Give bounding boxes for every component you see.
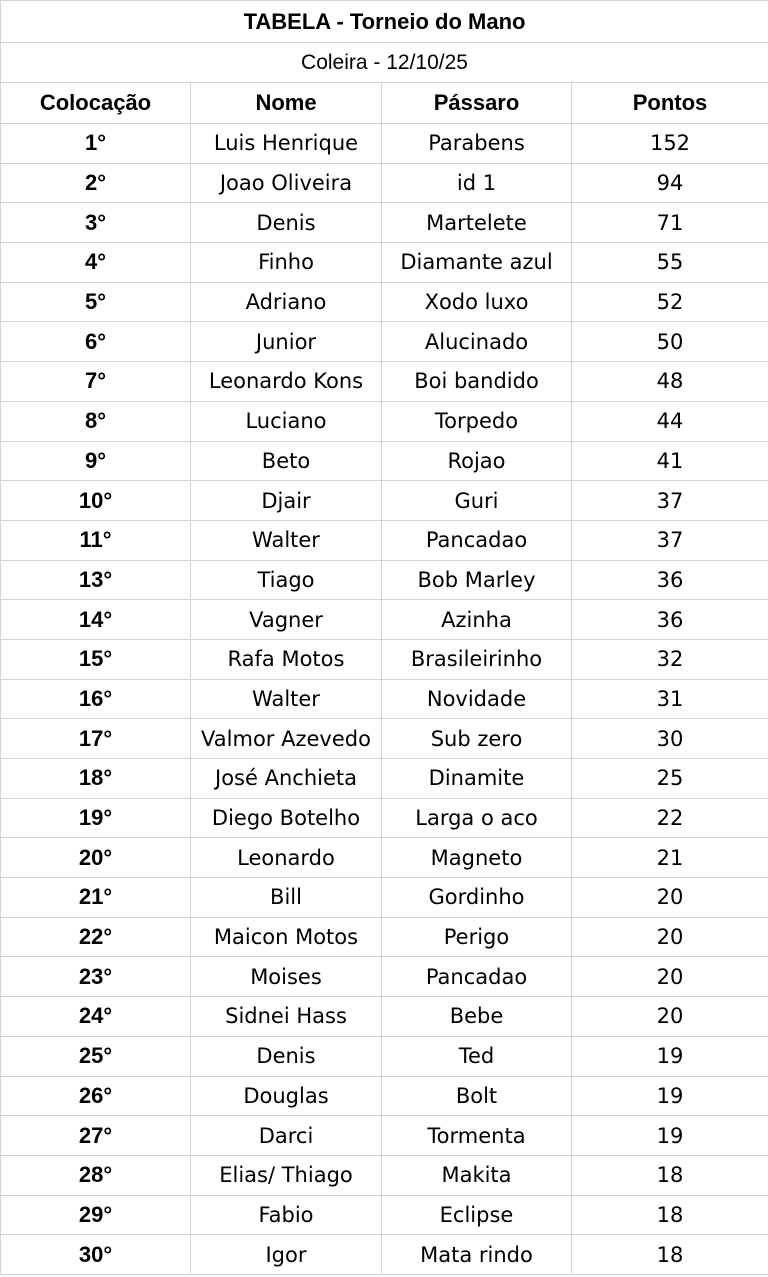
bird-cell[interactable]: Ted (382, 1036, 572, 1076)
table-row (1, 798, 768, 838)
table-row (1, 362, 768, 402)
bird-cell[interactable]: Alucinado (382, 322, 572, 362)
bird-cell[interactable]: Perigo (382, 917, 572, 957)
name-cell[interactable]: Leonardo Kons (191, 362, 382, 402)
table-row (1, 441, 768, 481)
points-cell[interactable]: 19 (572, 1076, 768, 1116)
points-cell[interactable]: 20 (572, 957, 768, 997)
name-cell[interactable]: Fabio (191, 1195, 382, 1235)
table-row (1, 759, 768, 799)
rank-cell[interactable]: 18° (1, 759, 191, 799)
rank-cell[interactable]: 10° (1, 481, 191, 521)
points-cell[interactable]: 20 (572, 917, 768, 957)
points-cell[interactable]: 36 (572, 560, 768, 600)
bird-cell[interactable]: Diamante azul (382, 243, 572, 283)
rank-cell[interactable]: 11° (1, 520, 191, 560)
rank-cell[interactable]: 16° (1, 679, 191, 719)
points-cell[interactable]: 20 (572, 997, 768, 1037)
points-cell[interactable]: 30 (572, 719, 768, 759)
bird-cell[interactable]: Azinha (382, 600, 572, 640)
name-cell[interactable]: Adriano (191, 282, 382, 322)
points-cell[interactable]: 37 (572, 520, 768, 560)
points-cell[interactable]: 50 (572, 322, 768, 362)
table-row (1, 322, 768, 362)
name-cell[interactable]: Elias/ Thiago (191, 1155, 382, 1195)
points-cell[interactable]: 37 (572, 481, 768, 521)
rank-cell[interactable]: 29° (1, 1195, 191, 1235)
rank-cell[interactable]: 21° (1, 878, 191, 918)
rank-cell[interactable]: 26° (1, 1076, 191, 1116)
bird-cell[interactable]: Mata rindo (382, 1235, 572, 1275)
name-cell[interactable]: Walter (191, 679, 382, 719)
bird-cell[interactable]: Guri (382, 481, 572, 521)
points-cell[interactable]: 94 (572, 163, 768, 203)
name-cell[interactable]: Djair (191, 481, 382, 521)
rank-cell[interactable]: 20° (1, 838, 191, 878)
bird-cell[interactable]: Pancadao (382, 957, 572, 997)
bird-cell[interactable]: Larga o aco (382, 798, 572, 838)
bird-cell[interactable]: Magneto (382, 838, 572, 878)
table-title[interactable]: TABELA - Torneio do Mano (1, 1, 768, 43)
name-cell[interactable]: Igor (191, 1235, 382, 1275)
header-bird[interactable]: Pássaro (382, 83, 572, 124)
table-row (1, 520, 768, 560)
table-row (1, 1076, 768, 1116)
rank-cell[interactable]: 4° (1, 243, 191, 283)
name-cell[interactable]: Finho (191, 243, 382, 283)
table-row (1, 401, 768, 441)
points-cell[interactable]: 31 (572, 679, 768, 719)
name-cell[interactable]: Sidnei Hass (191, 997, 382, 1037)
name-cell[interactable]: Leonardo (191, 838, 382, 878)
rank-cell[interactable]: 15° (1, 639, 191, 679)
bird-cell[interactable]: Eclipse (382, 1195, 572, 1235)
name-cell[interactable]: Valmor Azevedo (191, 719, 382, 759)
points-cell[interactable]: 20 (572, 878, 768, 918)
points-cell[interactable]: 41 (572, 441, 768, 481)
table-row (1, 679, 768, 719)
table-row (1, 1235, 768, 1275)
rank-cell[interactable]: 23° (1, 957, 191, 997)
rank-cell[interactable]: 30° (1, 1235, 191, 1275)
rank-cell[interactable]: 5° (1, 282, 191, 322)
points-cell[interactable]: 25 (572, 759, 768, 799)
points-cell[interactable]: 36 (572, 600, 768, 640)
table-row (1, 1195, 768, 1235)
rank-cell[interactable]: 28° (1, 1155, 191, 1195)
header-points[interactable]: Pontos (572, 83, 768, 124)
bird-cell[interactable]: Gordinho (382, 878, 572, 918)
bird-cell[interactable]: Rojao (382, 441, 572, 481)
name-cell[interactable]: Beto (191, 441, 382, 481)
bird-cell[interactable]: Tormenta (382, 1116, 572, 1156)
bird-cell[interactable]: Makita (382, 1155, 572, 1195)
table-row (1, 163, 768, 203)
points-cell[interactable]: 18 (572, 1195, 768, 1235)
bird-cell[interactable]: Parabens (382, 124, 572, 164)
points-cell[interactable]: 18 (572, 1155, 768, 1195)
header-rank[interactable]: Colocação (1, 83, 191, 124)
table-row (1, 243, 768, 283)
name-cell[interactable]: Bill (191, 878, 382, 918)
table-row (1, 1155, 768, 1195)
rank-cell[interactable]: 3° (1, 203, 191, 243)
rank-cell[interactable]: 7° (1, 362, 191, 402)
table-row (1, 1116, 768, 1156)
name-cell[interactable]: Maicon Motos (191, 917, 382, 957)
header-row (1, 83, 768, 124)
table-row (1, 878, 768, 918)
bird-cell[interactable]: id 1 (382, 163, 572, 203)
points-cell[interactable]: 48 (572, 362, 768, 402)
rank-cell[interactable]: 27° (1, 1116, 191, 1156)
rank-cell[interactable]: 17° (1, 719, 191, 759)
bird-cell[interactable]: Bob Marley (382, 560, 572, 600)
name-cell[interactable]: Diego Botelho (191, 798, 382, 838)
bird-cell[interactable]: Torpedo (382, 401, 572, 441)
table-row (1, 639, 768, 679)
bird-cell[interactable]: Sub zero (382, 719, 572, 759)
rank-cell[interactable]: 8° (1, 401, 191, 441)
table-row (1, 957, 768, 997)
rank-cell[interactable]: 14° (1, 600, 191, 640)
bird-cell[interactable]: Bebe (382, 997, 572, 1037)
points-cell[interactable]: 44 (572, 401, 768, 441)
subtitle-row (1, 43, 768, 83)
bird-cell[interactable]: Boi bandido (382, 362, 572, 402)
name-cell[interactable]: Luis Henrique (191, 124, 382, 164)
bird-cell[interactable]: Bolt (382, 1076, 572, 1116)
rank-cell[interactable]: 1° (1, 124, 191, 164)
points-cell[interactable]: 22 (572, 798, 768, 838)
bird-cell[interactable]: Xodo luxo (382, 282, 572, 322)
name-cell[interactable]: Rafa Motos (191, 639, 382, 679)
table-row (1, 203, 768, 243)
points-cell[interactable]: 71 (572, 203, 768, 243)
rank-cell[interactable]: 24° (1, 997, 191, 1037)
table-row (1, 560, 768, 600)
name-cell[interactable]: Denis (191, 1036, 382, 1076)
table-row (1, 917, 768, 957)
title-row (1, 1, 768, 43)
rank-cell[interactable]: 9° (1, 441, 191, 481)
table-row (1, 997, 768, 1037)
name-cell[interactable]: José Anchieta (191, 759, 382, 799)
points-cell[interactable]: 32 (572, 639, 768, 679)
points-cell[interactable]: 55 (572, 243, 768, 283)
name-cell[interactable]: Douglas (191, 1076, 382, 1116)
table-row (1, 1036, 768, 1076)
header-name[interactable]: Nome (191, 83, 382, 124)
points-cell[interactable]: 19 (572, 1036, 768, 1076)
rank-cell[interactable]: 25° (1, 1036, 191, 1076)
name-cell[interactable]: Walter (191, 520, 382, 560)
table-row (1, 719, 768, 759)
points-cell[interactable]: 21 (572, 838, 768, 878)
name-cell[interactable]: Moises (191, 957, 382, 997)
bird-cell[interactable]: Novidade (382, 679, 572, 719)
table-row (1, 481, 768, 521)
bird-cell[interactable]: Brasileirinho (382, 639, 572, 679)
name-cell[interactable]: Tiago (191, 560, 382, 600)
name-cell[interactable]: Vagner (191, 600, 382, 640)
points-cell[interactable]: 152 (572, 124, 768, 164)
name-cell[interactable]: Denis (191, 203, 382, 243)
name-cell[interactable]: Luciano (191, 401, 382, 441)
table-row (1, 600, 768, 640)
rank-cell[interactable]: 2° (1, 163, 191, 203)
name-cell[interactable]: Darci (191, 1116, 382, 1156)
points-cell[interactable]: 18 (572, 1235, 768, 1275)
rank-cell[interactable]: 6° (1, 322, 191, 362)
bird-cell[interactable]: Pancadao (382, 520, 572, 560)
rank-cell[interactable]: 13° (1, 560, 191, 600)
table-row (1, 282, 768, 322)
points-cell[interactable]: 19 (572, 1116, 768, 1156)
table-row (1, 124, 768, 164)
rank-cell[interactable]: 22° (1, 917, 191, 957)
name-cell[interactable]: Junior (191, 322, 382, 362)
bird-cell[interactable]: Dinamite (382, 759, 572, 799)
points-cell[interactable]: 52 (572, 282, 768, 322)
rank-cell[interactable]: 19° (1, 798, 191, 838)
table-subtitle[interactable]: Coleira - 12/10/25 (1, 43, 768, 83)
table-row (1, 838, 768, 878)
bird-cell[interactable]: Martelete (382, 203, 572, 243)
name-cell[interactable]: Joao Oliveira (191, 163, 382, 203)
